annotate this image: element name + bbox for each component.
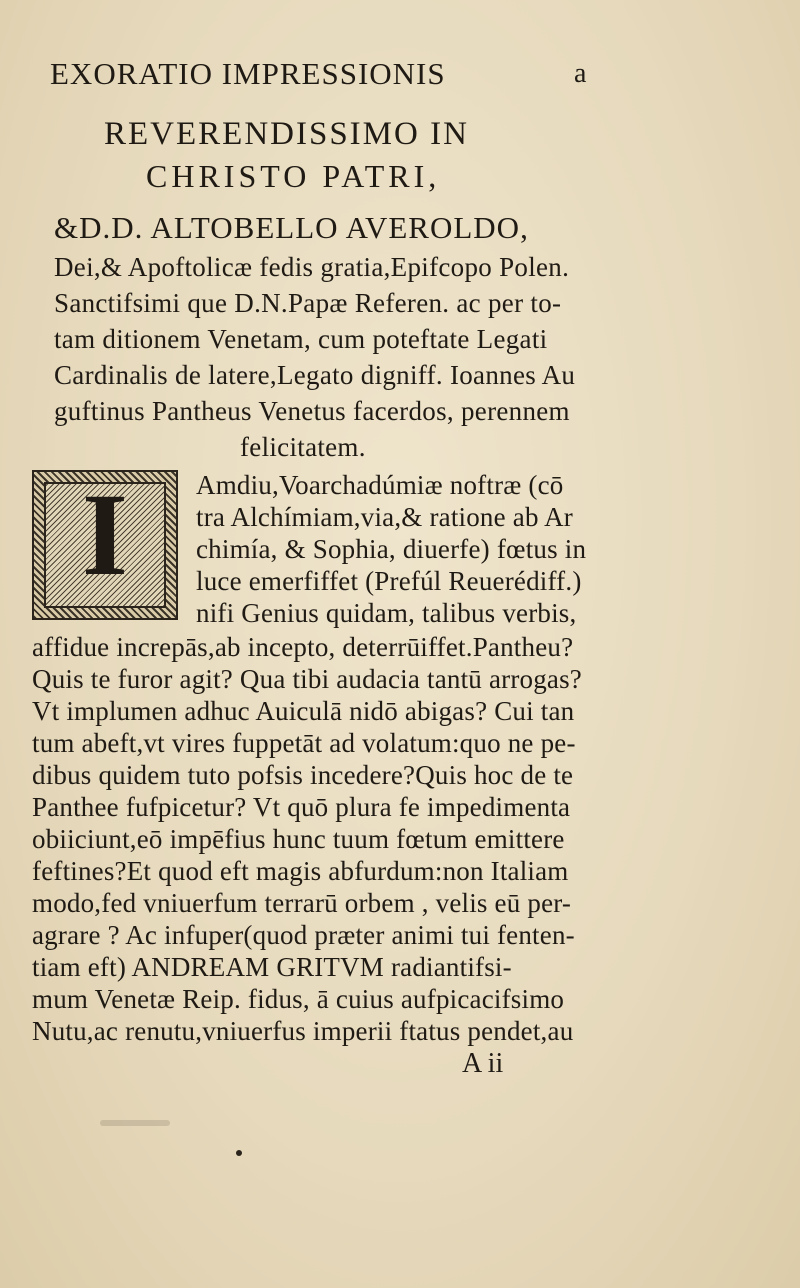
signature-mark: A ii (462, 1048, 504, 1079)
ink-dot (236, 1150, 242, 1156)
body-line: Panthee fufpicetur? Vt quō plura fe impedimenta (32, 792, 571, 822)
dedication-title-line-1: REVERENDISSIMO IN (104, 116, 469, 152)
page-number: a (574, 58, 587, 89)
body-line: dibus quidem tuto pofsis incedere?Quis hoc de te (32, 760, 574, 790)
body-line: tra Alchímiam,via,& ratione ab Ar (196, 502, 573, 532)
body-line: obiiciunt,eō impēfius hunc tuum fœtum emittere (32, 824, 565, 854)
body-line: tum abeft,vt vires fuppetāt ad volatum:quo ne pe- (32, 728, 576, 758)
address-line: guftinus Pantheus Venetus facerdos, perennem (54, 396, 570, 426)
ink-smudge (100, 1120, 170, 1126)
running-head-title: EXORATIO IMPRESSIONIS (50, 56, 446, 91)
body-line: Nutu,ac renutu,vniuerfus imperii ftatus pendet,au (32, 1016, 574, 1046)
body-line: Vt implumen adhuc Auiculā nidō abigas? Cui tan (32, 696, 575, 726)
dedication-title-line-2: CHRISTO PATRI, (146, 158, 441, 194)
body-line: mum Venetæ Reip. fidus, ā cuius aufpicacifsimo (32, 984, 565, 1014)
body-line: chimía, & Sophia, diuerfe) fœtus in (196, 534, 587, 564)
address-line: felicitatem. (240, 432, 366, 462)
body-line: luce emerfiffet (Prefúl Reuerédiff.) (196, 566, 582, 596)
address-line: Sanctifsimi que D.N.Papæ Referen. ac per to- (54, 288, 562, 318)
body-line: Amdiu,Voarchadúmiæ noftræ (cō (196, 470, 564, 500)
address-line: Cardinalis de latere,Legato digniff. Ioannes Au (54, 360, 576, 390)
body-line: affidue increpās,ab incepto, deterrūiffet.Pantheu? (32, 632, 574, 662)
decorated-initial-letter: I (82, 469, 128, 600)
body-line: tiam eft) ANDREAM GRITVM radiantifsi- (32, 952, 512, 982)
decorated-initial (32, 470, 178, 620)
address-line: &D.D. ALTOBELLO AVEROLDO, (54, 210, 529, 245)
body-line: feftines?Et quod eft magis abfurdum:non Italiam (32, 856, 569, 886)
address-line: tam ditionem Venetam, cum poteftate Legati (54, 324, 548, 354)
address-line: Dei,& Apoftolicæ fedis gratia,Epifcopo Polen. (54, 252, 570, 282)
body-line: modo,fed vniuerfum terrarū orbem , velis eū per- (32, 888, 572, 918)
body-line: agrare ? Ac infuper(quod præter animi tui fenten- (32, 920, 575, 950)
body-line: Quis te furor agit? Qua tibi audacia tantū arrogas? (32, 664, 582, 694)
body-line: nifi Genius quidam, talibus verbis, (196, 598, 577, 628)
